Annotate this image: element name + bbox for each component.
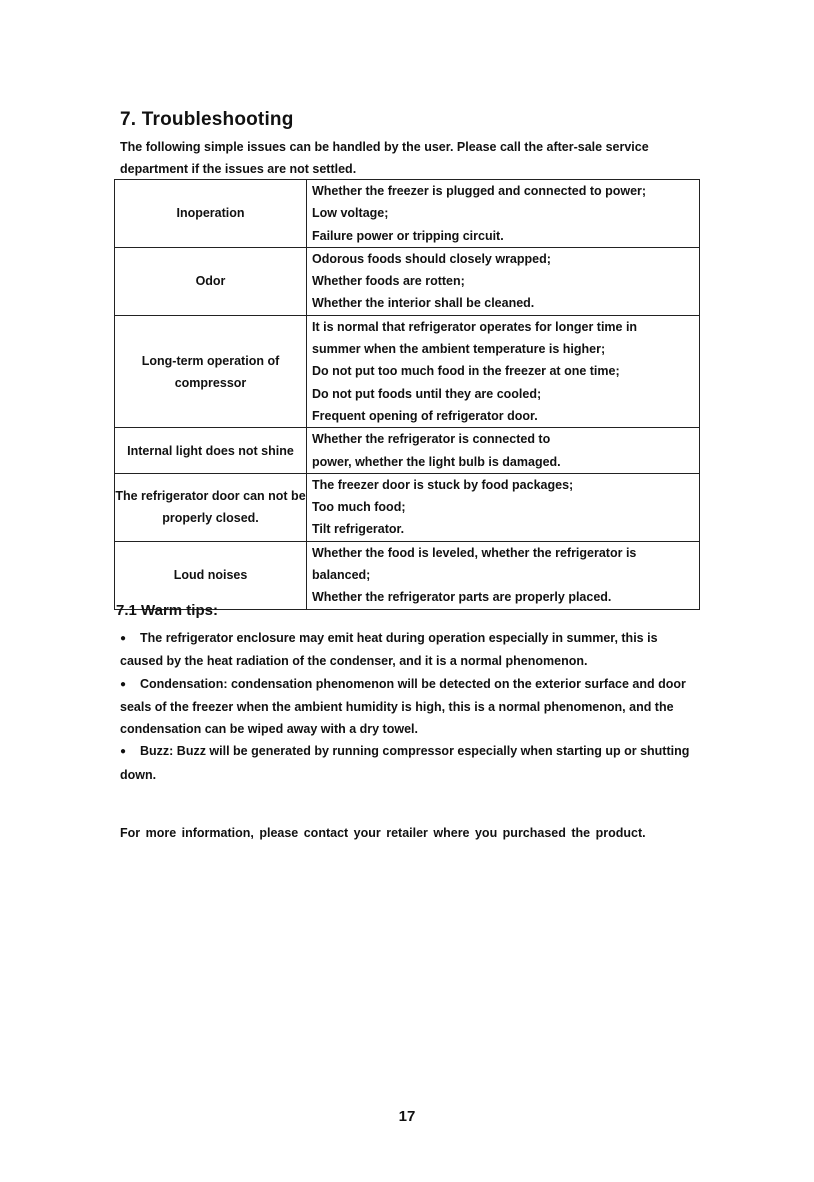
table-row bbox=[115, 473, 700, 541]
issue-cell: Odor bbox=[115, 247, 307, 315]
causes-cell bbox=[307, 180, 700, 248]
table-row bbox=[115, 180, 700, 248]
bullet-icon: ● bbox=[120, 633, 127, 644]
table-row bbox=[115, 247, 700, 315]
contact-note: For more information, please contact your retailer where you purchased the product. bbox=[120, 826, 646, 840]
list-item bbox=[120, 627, 695, 673]
cause-line: power, whether the light bulb is damaged. bbox=[312, 454, 561, 469]
bullet-icon: ● bbox=[120, 746, 127, 758]
warm-tips-list bbox=[120, 627, 695, 786]
cause-line: Whether the food is leveled, whether the refrigerator is bbox=[312, 545, 637, 560]
cause-line: Too much food; bbox=[312, 500, 406, 515]
cause-line: Whether the interior shall be cleaned. bbox=[312, 296, 535, 311]
list-item bbox=[120, 740, 695, 786]
cause-line: Whether the freezer is plugged and connected to power; bbox=[312, 184, 647, 198]
list-item bbox=[120, 673, 695, 741]
warm-tips-title: 7.1 Warm tips: bbox=[116, 602, 218, 619]
issue-cell: Long-term operation of compressor bbox=[115, 315, 307, 427]
cause-line: Odorous foods should closely wrapped; bbox=[312, 251, 551, 266]
cause-line: Failure power or tripping circuit. bbox=[312, 228, 504, 243]
causes-cell bbox=[307, 473, 700, 541]
bullet-icon: ● bbox=[120, 678, 127, 690]
tip-text: Condensation: condensation phenomenon will be detected on the exterior surface and door seals of the freezer when the ambient humidity is high, this is a normal phenomenon, and the condensation can be wiped away with a dry towel. bbox=[120, 676, 686, 737]
page-number: 17 bbox=[398, 1108, 416, 1125]
intro-paragraph: The following simple issues can be handled by the user. Please call the after-sale service department if the issues are not settled. bbox=[120, 140, 649, 176]
cause-line: Tilt refrigerator. bbox=[312, 522, 405, 537]
tip-text: The refrigerator enclosure may emit heat during operation especially in summer, this is caused by the heat radiation of the condenser, and it is a normal phenomenon. bbox=[120, 631, 658, 669]
causes-cell bbox=[307, 247, 700, 315]
cause-line: Whether the refrigerator is connected to bbox=[312, 432, 551, 447]
cause-line: Do not put too much food in the freezer at one time; bbox=[312, 364, 620, 379]
cause-line: It is normal that refrigerator operates for longer time in bbox=[312, 319, 638, 334]
issue-cell: The refrigerator door can not be properly closed. bbox=[115, 473, 307, 541]
cause-line: Frequent opening of refrigerator door. bbox=[312, 408, 538, 423]
issue-cell: Inoperation bbox=[115, 180, 307, 248]
troubleshooting-table bbox=[114, 179, 700, 610]
table-row bbox=[115, 315, 700, 427]
table-row bbox=[115, 541, 700, 609]
causes-cell bbox=[307, 428, 700, 474]
section-title: 7. Troubleshooting bbox=[120, 109, 294, 130]
issue-cell: Internal light does not shine bbox=[115, 428, 307, 474]
cause-line: balanced; bbox=[312, 568, 371, 583]
cause-line: Whether foods are rotten; bbox=[312, 274, 465, 289]
cause-line: summer when the ambient temperature is higher; bbox=[312, 342, 606, 357]
issue-cell: Loud noises bbox=[115, 541, 307, 609]
table-row bbox=[115, 428, 700, 474]
cause-line: Whether the refrigerator parts are properly placed. bbox=[312, 590, 612, 605]
cause-line: Low voltage; bbox=[312, 206, 389, 221]
cause-line: The freezer door is stuck by food packages; bbox=[312, 477, 574, 492]
tip-text: Buzz: Buzz will be generated by running compressor especially when starting up or shutting down. bbox=[120, 744, 690, 782]
causes-cell bbox=[307, 541, 700, 609]
causes-cell bbox=[307, 315, 700, 427]
cause-line: Do not put foods until they are cooled; bbox=[312, 386, 542, 401]
